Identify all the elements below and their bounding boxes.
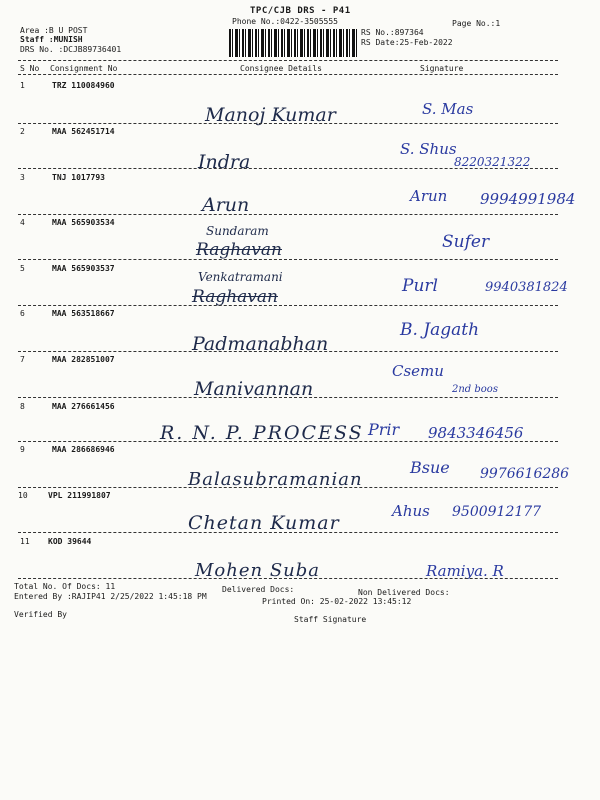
consignee-name: Indra — [198, 151, 251, 173]
consignment-number: TRZ 110084960 — [52, 81, 115, 90]
staff-label: Staff :MUNISH — [20, 35, 83, 44]
row-divider — [18, 259, 558, 260]
rs-date: RS Date:25-Feb-2022 — [361, 38, 453, 47]
total-docs: Total No. Of Docs: 11 — [14, 582, 116, 591]
phone-note: 8220321322 — [454, 155, 531, 169]
row-divider — [18, 397, 558, 398]
consignment-number: TNJ 1017793 — [52, 173, 105, 182]
consignment-number: MAA 565903537 — [52, 264, 115, 273]
column-divider — [18, 74, 558, 75]
signature: Purl — [402, 276, 438, 296]
row-divider — [18, 532, 558, 533]
phone-note: 9994991984 — [480, 190, 576, 208]
row-number: 6 — [20, 309, 25, 318]
consignee-note: Sundaram — [206, 224, 269, 238]
consignee-name: Raghavan — [196, 240, 282, 260]
consignment-number: KOD 39644 — [48, 537, 92, 546]
consignee-note: Venkatramani — [198, 270, 283, 284]
row-number: 9 — [20, 445, 25, 454]
phone-note: 9940381824 — [485, 280, 568, 295]
consignee-name: Raghavan — [192, 287, 278, 307]
signature: S. Mas — [422, 100, 474, 118]
signature: Arun — [410, 187, 448, 205]
consignee-name: R. N. P. PROCESS — [160, 422, 364, 444]
row-divider — [18, 351, 558, 352]
signature: Ahus — [392, 502, 430, 520]
row-number: 8 — [20, 402, 25, 411]
row-number: 5 — [20, 264, 25, 273]
drs-number: DRS No. :DCJB89736401 — [20, 45, 122, 54]
sheet-title: TPC/CJB DRS - P41 — [250, 6, 351, 16]
consignment-number: MAA 565903534 — [52, 218, 115, 227]
printed-on: Printed On: 25-02-2022 13:45:12 — [262, 597, 412, 606]
row-divider — [18, 441, 558, 442]
row-number: 11 — [20, 537, 30, 546]
consignee-name: Padmanabhan — [192, 333, 329, 355]
row-divider — [18, 305, 558, 306]
verified-by: Verified By — [14, 610, 67, 619]
consignment-number: VPL 211991807 — [48, 491, 111, 500]
col-signature: Signature — [420, 64, 464, 73]
col-sno: S No — [20, 64, 40, 73]
signature: S. Shus — [400, 140, 457, 158]
row-number: 1 — [20, 81, 25, 90]
signature: B. Jagath — [400, 320, 480, 340]
row-divider — [18, 168, 558, 169]
col-consignment: Consignment No — [50, 64, 118, 73]
signature: Bsue — [410, 458, 450, 477]
row-divider — [18, 214, 558, 215]
row-number: 2 — [20, 127, 25, 136]
consignment-number: MAA 282851007 — [52, 355, 115, 364]
consignee-name: Balasubramanian — [188, 469, 363, 490]
signature: Csemu — [392, 362, 444, 380]
page-number: Page No.:1 — [452, 19, 501, 28]
phone-note: 9976616286 — [480, 466, 570, 482]
consignment-number: MAA 563518667 — [52, 309, 115, 318]
entered-by: Entered By :RAJIP41 2/25/2022 1:45:18 PM — [14, 592, 207, 601]
signature: Sufer — [442, 232, 490, 252]
signature: Prir — [368, 420, 400, 439]
row-divider — [18, 487, 558, 488]
phone-number: Phone No.:0422-3505555 — [232, 17, 338, 26]
consignee-name: Manoj Kumar — [205, 104, 336, 126]
barcode — [229, 29, 357, 57]
row-divider — [18, 123, 558, 124]
area-label: Area :B U POST — [20, 26, 88, 35]
staff-signature: Staff Signature — [294, 615, 367, 624]
signature: Ramiya. R — [426, 562, 504, 580]
phone-note: 9500912177 — [452, 504, 542, 520]
non-delivered-docs: Non Delivered Docs: — [358, 588, 450, 597]
consignment-number: MAA 276661456 — [52, 402, 115, 411]
phone-note: 9843346456 — [428, 424, 524, 442]
consignment-number: MAA 286686946 — [52, 445, 115, 454]
signature-note: 2nd boos — [452, 384, 498, 395]
consignee-name: Manivannan — [194, 378, 314, 400]
col-consignee: Consignee Details — [240, 64, 322, 73]
consignee-name: Chetan Kumar — [188, 512, 340, 534]
row-number: 3 — [20, 173, 25, 182]
row-number: 4 — [20, 218, 25, 227]
consignee-name: Mohen Suba — [195, 560, 321, 581]
row-number: 7 — [20, 355, 25, 364]
delivered-docs: Delivered Docs: — [222, 585, 295, 594]
consignee-name: Arun — [202, 194, 250, 216]
header-divider — [18, 60, 558, 61]
consignment-number: MAA 562451714 — [52, 127, 115, 136]
row-number: 10 — [18, 491, 28, 500]
rs-number: RS No.:897364 — [361, 28, 424, 37]
row-divider — [18, 578, 558, 579]
